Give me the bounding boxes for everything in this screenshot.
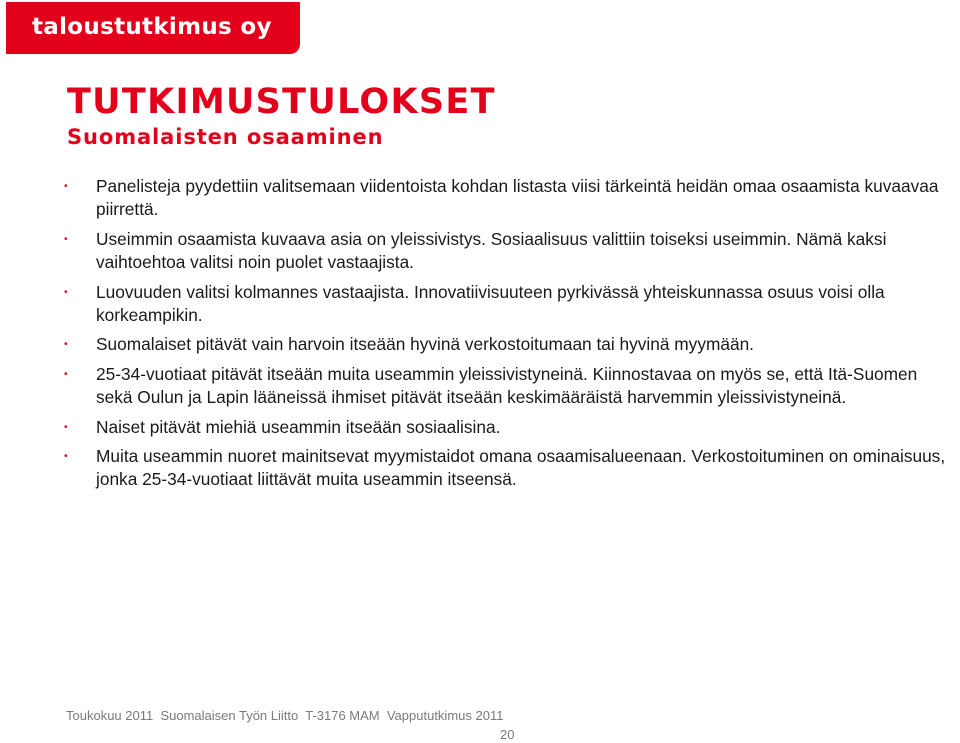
list-item xyxy=(64,445,954,492)
footer-source: Toukokuu 2011 Suomalaisen Työn Liitto T-3176 MAM Vappututkimus 2011 xyxy=(66,708,504,723)
list-item xyxy=(64,333,954,356)
list-item xyxy=(64,416,954,439)
list-item-text: 25-34-vuotiaat pitävät itseään muita useammin yleissivistyneinä. Kiinnostavaa on myös se, että Itä-Suomen sekä Oulun ja Lapin lääneissä ihmiset pitävät itseään keskimääräistä harvemmin yleissivistyneinä. xyxy=(96,363,918,408)
list-item-text: Useimmin osaamista kuvaava asia on yleissivistys. Sosiaalisuus valittiin toiseksi useimmin. Nämä kaksi vaihtoehtoa valitsi noin puolet vastaajista. xyxy=(96,228,887,273)
page-number: 20 xyxy=(500,727,515,742)
list-item-text: Naiset pitävät miehiä useammin itseään sosiaalisina. xyxy=(96,416,501,437)
bullet-icon: • xyxy=(64,421,68,433)
bullet-icon: • xyxy=(64,339,68,351)
company-logo xyxy=(6,2,300,54)
findings-list xyxy=(64,175,954,498)
bullet-icon: • xyxy=(64,233,68,245)
bullet-icon: • xyxy=(64,451,68,463)
list-item-text: Suomalaiset pitävät vain harvoin itseään hyvinä verkostoitumaan tai hyvinä myymään. xyxy=(96,334,754,355)
list-item-text: Panelisteja pyydettiin valitsemaan viidentoista kohdan listasta viisi tärkeintä heidän omaa osaamista kuvaavaa piirrettä. xyxy=(96,176,939,220)
page-title: TUTKIMUSTULOKSET xyxy=(67,82,496,122)
bullet-icon: • xyxy=(64,286,68,298)
list-item xyxy=(64,228,954,275)
list-item xyxy=(64,175,954,222)
list-item-text: Muita useammin nuoret mainitsevat myymistaidot omana osaamisalueenaan. Verkostoituminen on ominaisuus, jonka 25-34-vuotiaat liittävät muita useammin itseensä. xyxy=(96,446,946,490)
list-item xyxy=(64,363,954,410)
bullet-icon: • xyxy=(64,368,68,380)
list-item-text: Luovuuden valitsi kolmannes vastaajista. Innovatiivisuuteen pyrkivässä yhteiskunnassa osuus voisi olla korkeampikin. xyxy=(96,281,885,326)
list-item xyxy=(64,281,954,328)
bullet-icon: • xyxy=(64,181,68,192)
logo-text: taloustutkimus oy xyxy=(32,14,272,40)
page-subtitle: Suomalaisten osaaminen xyxy=(67,125,384,149)
